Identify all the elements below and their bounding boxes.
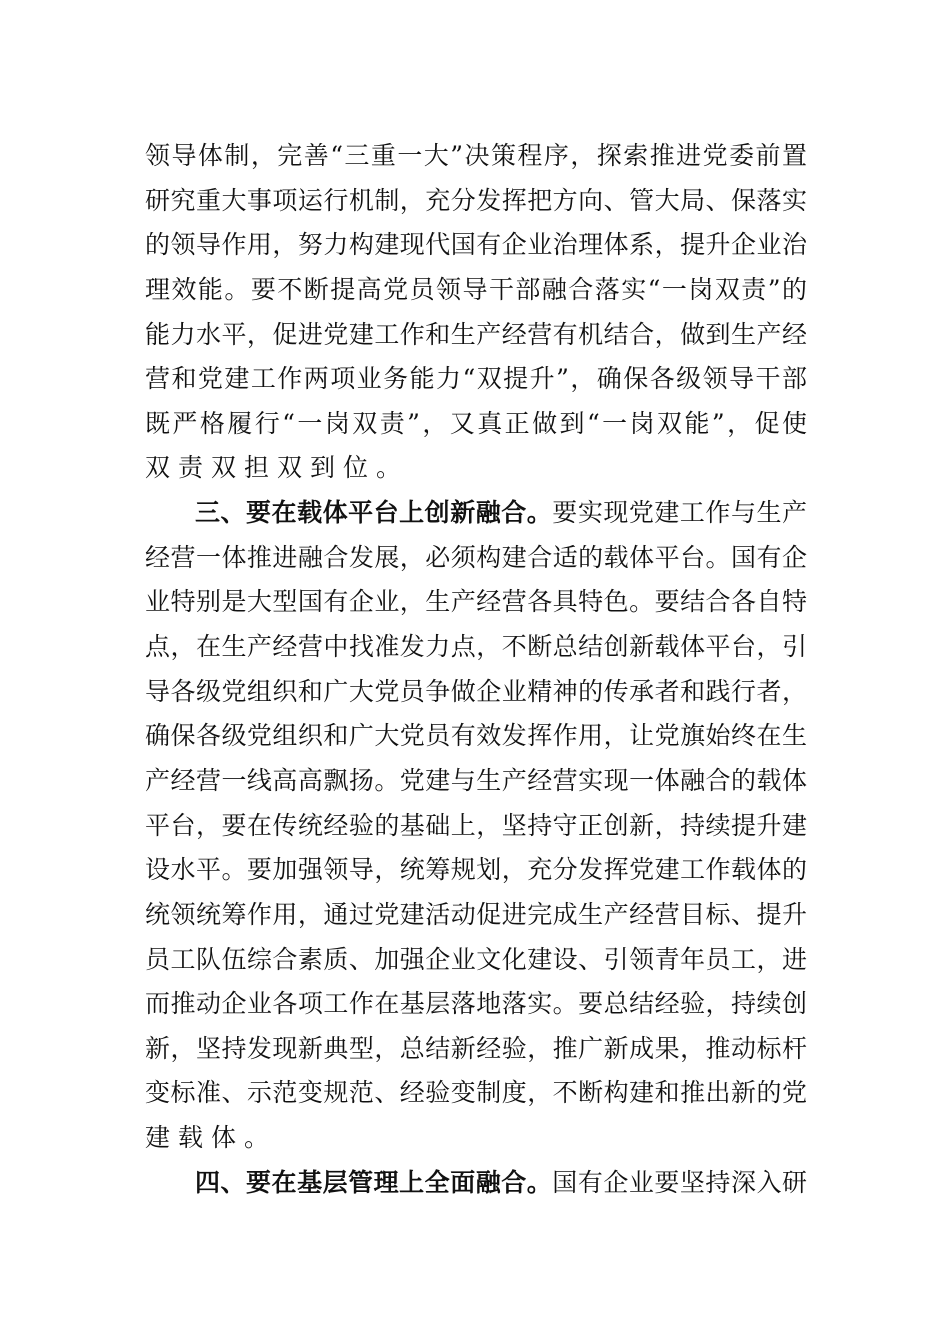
section-heading-line	[145, 1163, 807, 1208]
text-line: 而推动企业各项工作在基层落地落实。要总结经验，持续创	[145, 989, 807, 1019]
paragraph-carrier-platform	[145, 493, 807, 1163]
text-line: 能力水平，促进党建工作和生产经营有机结合，做到生产经	[145, 319, 807, 349]
text-line: 产经营一线高高飘扬。党建与生产经营实现一体融合的载体	[145, 765, 807, 795]
text-line: 员工队伍综合素质、加强企业文化建设、引领青年员工，进	[145, 944, 807, 974]
text-line: 理效能。要不断提高党员领导干部融合落实“一岗双责”的	[145, 274, 807, 304]
text-line: 营和党建工作两项业务能力“双提升”，确保各级领导干部	[145, 364, 807, 394]
section-heading: 三、要在载体平台上创新融合。	[195, 498, 553, 528]
text-line: 变标准、示范变规范、经验变制度，不断构建和推出新的党	[145, 1078, 807, 1108]
text-line: 导各级党组织和广大党员争做企业精神的传承者和践行者，	[145, 676, 807, 706]
text-line: 的领导作用，努力构建现代国有企业治理体系，提升企业治	[145, 230, 807, 260]
text-span: 国有企业要坚持深入研	[552, 1167, 807, 1197]
text-line: 经营一体推进融合发展，必须构建合适的载体平台。国有企	[145, 542, 807, 572]
text-line: 点，在生产经营中找准发力点，不断总结创新载体平台，引	[145, 632, 807, 662]
section-heading: 四、要在基层管理上全面融合。	[195, 1167, 553, 1197]
text-span: 要实现党建工作与生产	[552, 498, 807, 528]
text-line: 新，坚持发现新典型，总结新经验，推广新成果，推动标杆	[145, 1033, 807, 1063]
section-heading-line	[145, 493, 807, 538]
text-line: 建载体。	[145, 1123, 278, 1153]
text-line: 统领统筹作用，通过党建活动促进完成生产经营目标、提升	[145, 899, 807, 929]
text-line: 领导体制，完善“三重一大”决策程序，探索推进党委前置	[145, 141, 807, 170]
text-line: 确保各级党组织和广大党员有效发挥作用，让党旗始终在生	[145, 721, 807, 751]
text-line: 既严格履行“一岗双责”，又真正做到“一岗双能”，促使	[145, 408, 807, 438]
text-line: 业特别是大型国有企业，生产经营各具特色。要结合各自特	[145, 587, 807, 617]
paragraph-leadership	[145, 136, 807, 493]
text-line: 平台，要在传统经验的基础上，坚持守正创新，持续提升建	[145, 810, 807, 840]
paragraph-grassroots-management	[145, 1163, 807, 1208]
text-line: 设水平。要加强领导，统筹规划，充分发挥党建工作载体的	[145, 855, 807, 885]
document-page	[145, 136, 807, 1207]
text-line: 研究重大事项运行机制，充分发挥把方向、管大局、保落实	[145, 185, 807, 215]
text-line: 双责双担双到位。	[145, 453, 410, 483]
